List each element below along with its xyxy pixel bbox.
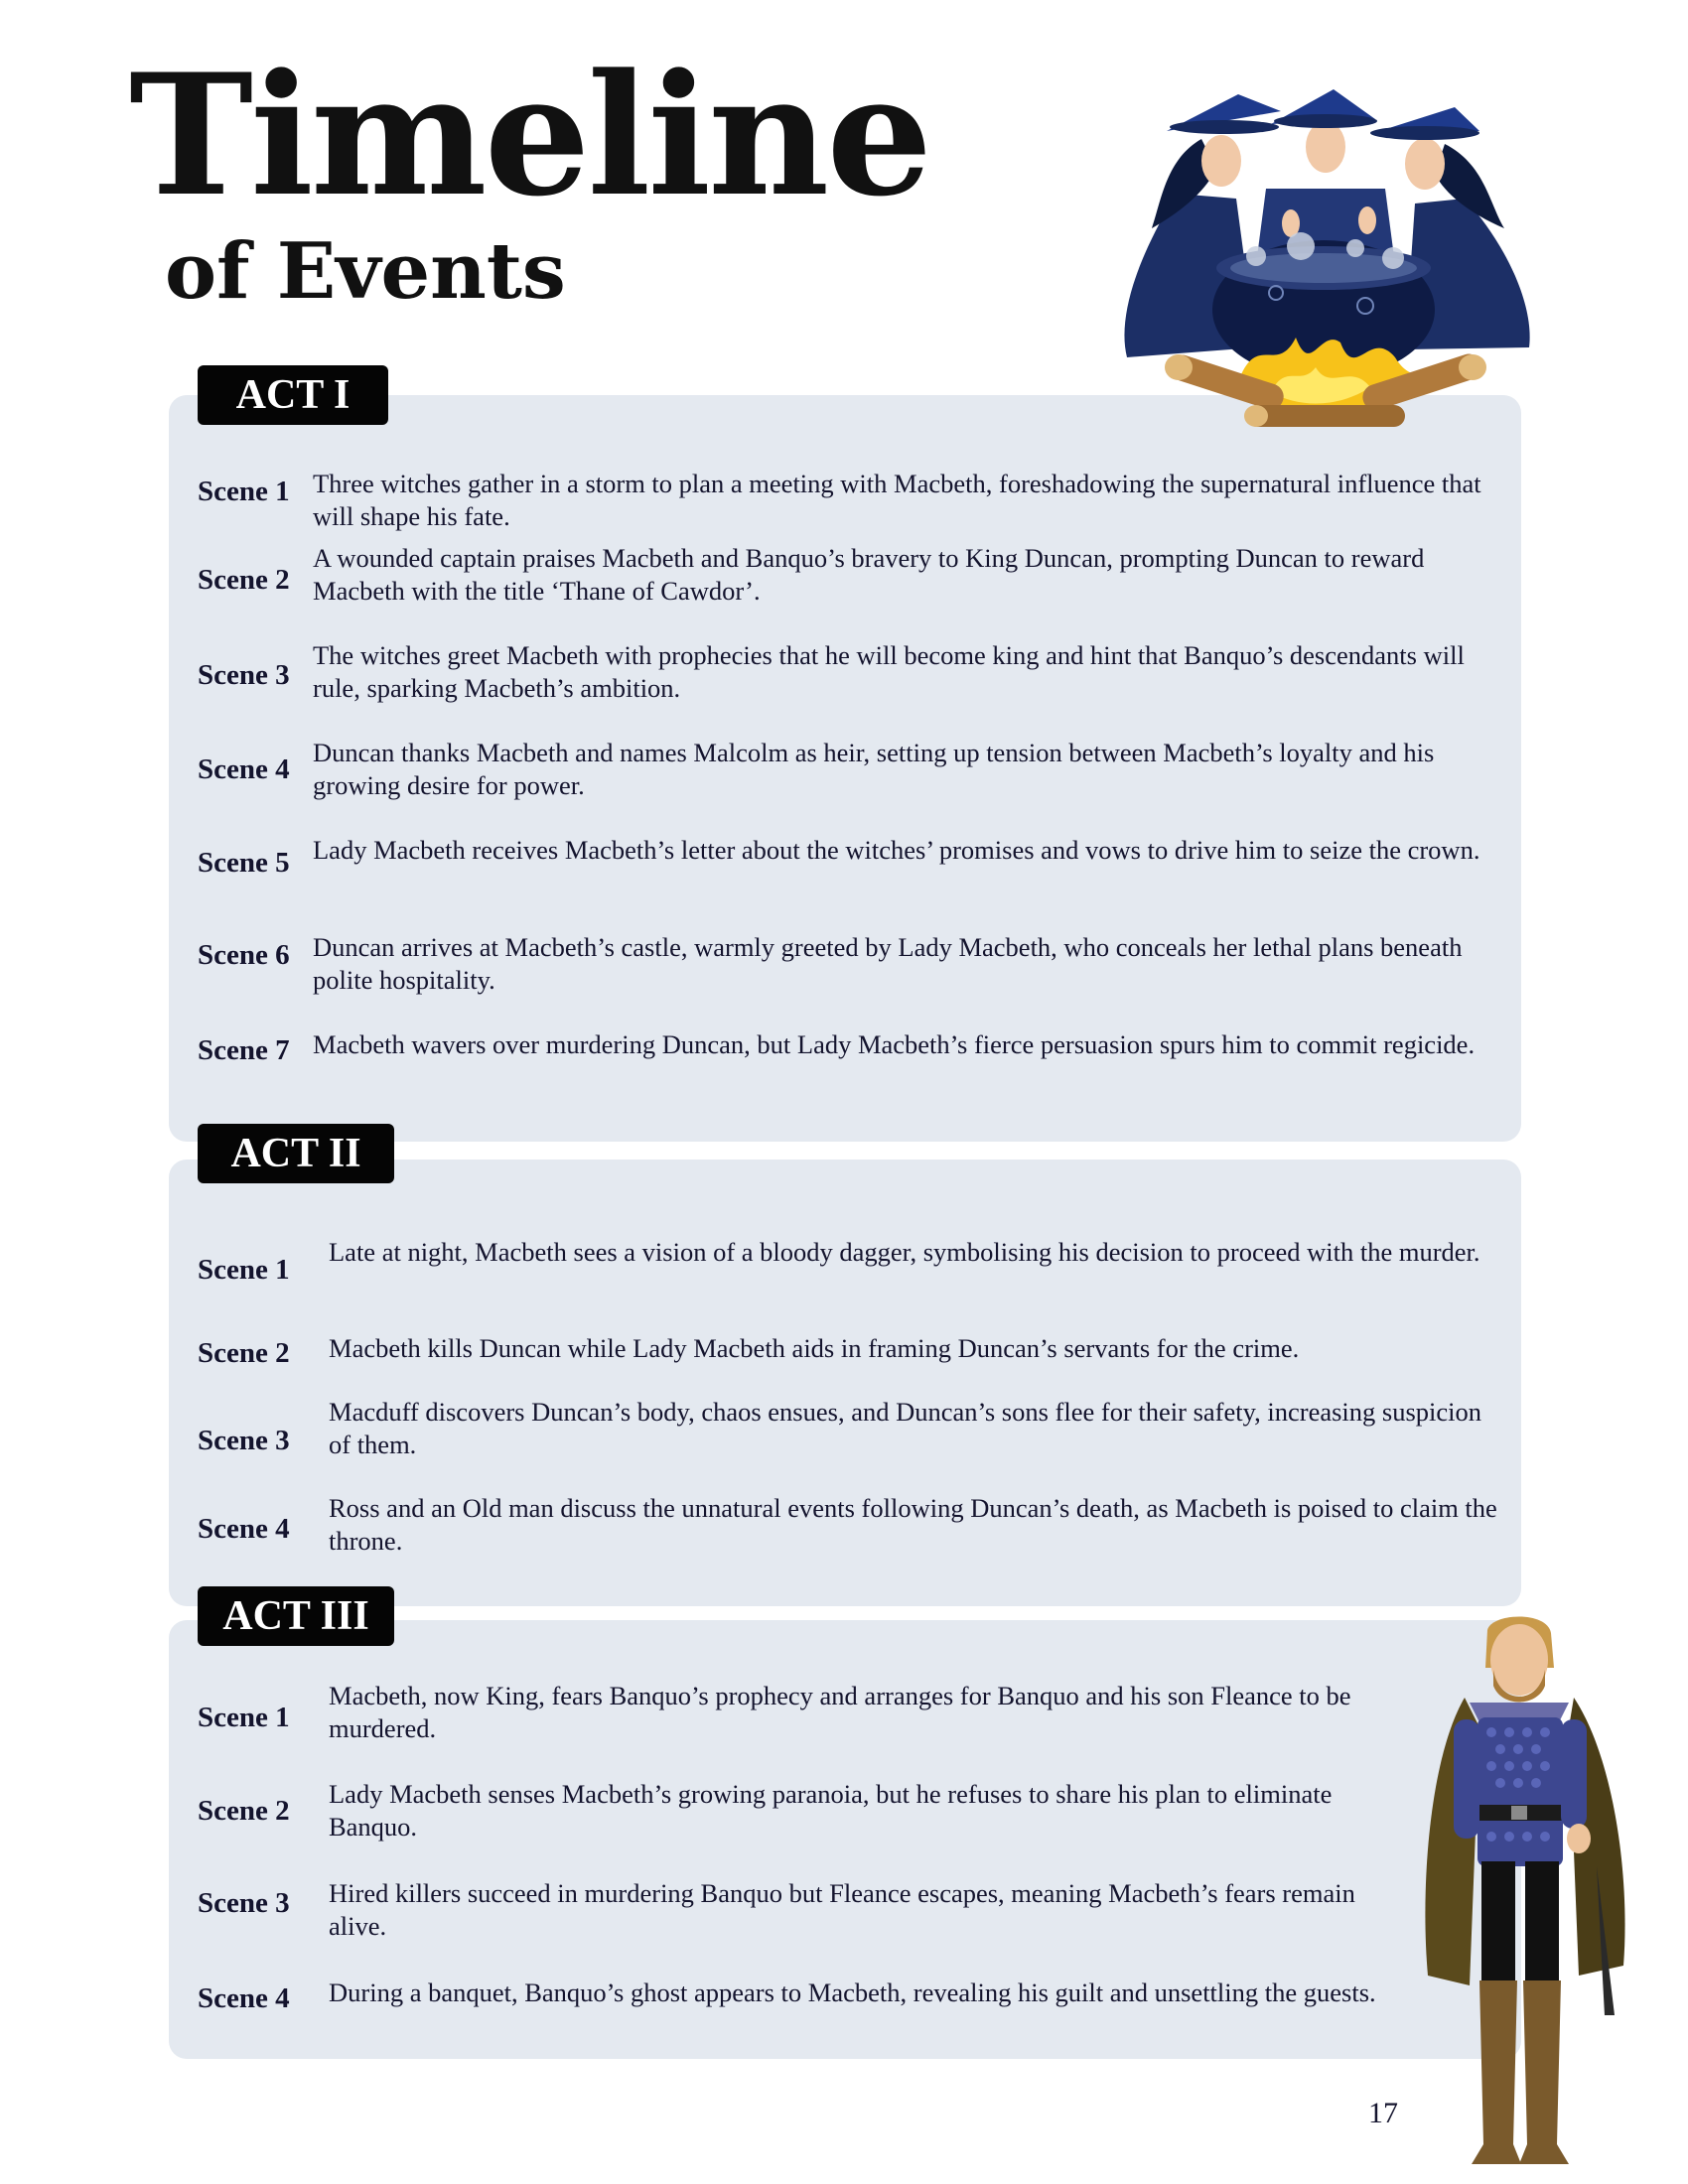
act-1-panel bbox=[169, 395, 1521, 1142]
scene-description: Three witches gather in a storm to plan a meeting with Macbeth, foreshadowing the supernatural influence that will shape his fate. bbox=[313, 469, 1481, 531]
page-number: 17 bbox=[1368, 2097, 1398, 2129]
scene-description: The witches greet Macbeth with prophecies that he will become king and hint that Banquo’s descendants will rule, sparking Macbeth’s ambition. bbox=[313, 640, 1465, 703]
act-3-panel bbox=[169, 1620, 1521, 2059]
scene-label: Scene 3 bbox=[198, 659, 290, 691]
scene-description: Lady Macbeth receives Macbeth’s letter about the witches’ promises and vows to drive him to seize the crown. bbox=[313, 835, 1480, 865]
scene-description: During a banquet, Banquo’s ghost appears to Macbeth, revealing his guilt and unsettling the guests. bbox=[329, 1978, 1376, 2007]
scene-label: Scene 1 bbox=[198, 1702, 290, 1733]
macbeth-figure-illustration bbox=[1410, 1608, 1638, 2184]
page-title: Timeline bbox=[129, 37, 930, 233]
scene-description: Macbeth wavers over murdering Duncan, but Lady Macbeth’s fierce persuasion spurs him to commit regicide. bbox=[313, 1029, 1476, 1059]
scene-description: Macbeth, now King, fears Banquo’s prophecy and arranges for Banquo and his son Fleance to be murdered. bbox=[329, 1681, 1351, 1743]
scene-description: Duncan arrives at Macbeth’s castle, warmly greeted by Lady Macbeth, who conceals her lethal plans beneath polite hospitality. bbox=[313, 932, 1463, 995]
scene-description: Hired killers succeed in murdering Banquo but Fleance escapes, meaning Macbeth’s fears remain alive. bbox=[329, 1878, 1355, 1941]
scene-label: Scene 2 bbox=[198, 1795, 290, 1827]
scene-label: Scene 4 bbox=[198, 753, 290, 785]
scene-label: Scene 3 bbox=[198, 1887, 290, 1919]
scene-description: Macduff discovers Duncan’s body, chaos ensues, and Duncan’s sons flee for their safety, increasing suspicion of them. bbox=[329, 1397, 1482, 1459]
scene-label: Scene 4 bbox=[198, 1982, 290, 2014]
scene-label: Scene 5 bbox=[198, 847, 290, 879]
scene-label: Scene 3 bbox=[198, 1425, 290, 1456]
scene-label: Scene 2 bbox=[198, 564, 290, 596]
scene-label: Scene 4 bbox=[198, 1513, 290, 1545]
page-subtitle: of Events bbox=[165, 226, 566, 317]
scene-description: Macbeth kills Duncan while Lady Macbeth aids in framing Duncan’s servants for the crime. bbox=[329, 1333, 1300, 1363]
scene-description: Duncan thanks Macbeth and names Malcolm as heir, setting up tension between Macbeth’s loyalty and his growing desire for power. bbox=[313, 738, 1435, 800]
act-3-tag: ACT III bbox=[198, 1586, 394, 1646]
scene-label: Scene 2 bbox=[198, 1337, 290, 1369]
act-2-tag: ACT II bbox=[198, 1124, 394, 1183]
scene-description: Late at night, Macbeth sees a vision of a bloody dagger, symbolising his decision to proceed with the murder. bbox=[329, 1237, 1480, 1267]
scene-label: Scene 6 bbox=[198, 939, 290, 971]
scene-description: Lady Macbeth senses Macbeth’s growing paranoia, but he refuses to share his plan to eliminate Banquo. bbox=[329, 1779, 1333, 1842]
scene-label: Scene 1 bbox=[198, 1254, 290, 1286]
three-witches-cauldron-illustration bbox=[1107, 89, 1544, 457]
scene-description: Ross and an Old man discuss the unnatural events following Duncan’s death, as Macbeth is poised to claim the throne. bbox=[329, 1493, 1497, 1556]
act-2-panel bbox=[169, 1160, 1521, 1606]
scene-description: A wounded captain praises Macbeth and Banquo’s bravery to King Duncan, prompting Duncan to reward Macbeth with the title ‘Thane of Cawdor’. bbox=[313, 543, 1425, 606]
scene-label: Scene 1 bbox=[198, 476, 290, 507]
scene-label: Scene 7 bbox=[198, 1034, 290, 1066]
act-1-tag: ACT I bbox=[198, 365, 388, 425]
